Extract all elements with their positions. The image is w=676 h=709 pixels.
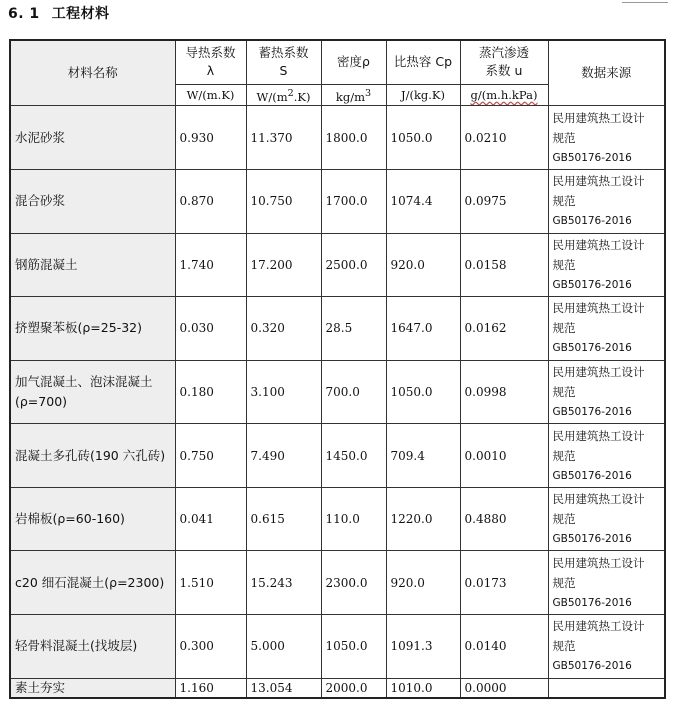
material-name: 岩棉板(ρ=60-160)	[10, 487, 175, 551]
unit-density-sup: 3	[365, 87, 372, 99]
conductivity-value: 0.870	[175, 169, 246, 233]
header-storage	[246, 40, 321, 84]
density-value: 110.0	[321, 487, 386, 551]
source-line-1: 民用建筑热工设计	[552, 174, 645, 189]
section-number: 6. 1	[8, 6, 40, 22]
density-value: 2500.0	[321, 233, 386, 297]
conductivity-value: 0.180	[175, 360, 246, 424]
source-cell	[548, 106, 665, 170]
vapor-value: 0.0998	[460, 360, 548, 424]
source-code: GB50176-2016	[552, 278, 632, 291]
table-row	[10, 106, 665, 170]
unit-storage-post: .K)	[293, 89, 311, 104]
header-storage-label: 蓄热系数	[258, 45, 309, 61]
header-heat-capacity: 比热容 Cp	[386, 40, 460, 84]
vapor-value: 0.0975	[460, 169, 548, 233]
source-line-2: 规范	[552, 512, 576, 527]
table-row	[10, 678, 665, 698]
conductivity-value: 0.030	[175, 297, 246, 361]
materials-table	[9, 39, 666, 699]
storage-value: 13.054	[246, 678, 321, 698]
source-line-2: 规范	[552, 385, 576, 399]
table-row	[10, 169, 665, 233]
conductivity-value: 0.750	[175, 424, 246, 488]
header-row	[10, 40, 665, 84]
source-line-2: 规范	[552, 194, 576, 209]
density-value: 1800.0	[321, 106, 386, 170]
storage-value: 0.320	[246, 297, 321, 361]
header-material-name: 材料名称	[10, 40, 175, 106]
header-vapor-label-2: 系数 u	[485, 63, 523, 79]
heat-capacity-value: 920.0	[386, 233, 460, 297]
section-title: 工程材料	[51, 6, 110, 22]
storage-value: 10.750	[246, 169, 321, 233]
unit-heat-capacity: J/(kg.K)	[386, 84, 460, 106]
vapor-value: 0.0140	[460, 615, 548, 679]
header-vapor	[460, 40, 548, 84]
heat-capacity-value: 920.0	[386, 551, 460, 615]
material-name: 加气混凝土、泡沫混凝土(ρ=700)	[10, 360, 175, 424]
source-code: GB50176-2016	[552, 342, 632, 355]
source-line-2: 规范	[552, 639, 576, 654]
unit-density	[321, 84, 386, 106]
storage-value: 3.100	[246, 360, 321, 424]
source-cell	[548, 615, 665, 679]
conductivity-value: 0.041	[175, 487, 246, 551]
header-density: 密度ρ	[321, 40, 386, 84]
source-code: GB50176-2016	[552, 533, 632, 546]
table-row	[10, 360, 665, 424]
heat-capacity-value: 709.4	[386, 424, 460, 488]
vapor-value: 0.0210	[460, 106, 548, 170]
storage-value: 0.615	[246, 487, 321, 551]
header-rule	[622, 2, 668, 3]
source-cell	[548, 297, 665, 361]
heat-capacity-value: 1647.0	[386, 297, 460, 361]
source-line-1: 民用建筑热工设计	[552, 301, 645, 316]
source-cell	[548, 551, 665, 615]
density-value: 2000.0	[321, 678, 386, 698]
source-code: GB50176-2016	[552, 469, 632, 482]
storage-value: 7.490	[246, 424, 321, 488]
density-value: 1050.0	[321, 615, 386, 679]
storage-value: 11.370	[246, 106, 321, 170]
unit-vapor-text: g/(m.h.kPa)	[470, 87, 538, 102]
header-conductivity-symbol: λ	[206, 63, 215, 79]
source-cell	[548, 487, 665, 551]
conductivity-value: 1.160	[175, 678, 246, 698]
source-line-1: 民用建筑热工设计	[552, 110, 645, 125]
conductivity-value: 1.510	[175, 551, 246, 615]
source-code: GB50176-2016	[552, 215, 632, 228]
source-line-1: 民用建筑热工设计	[552, 619, 645, 634]
source-cell	[548, 169, 665, 233]
density-value: 1700.0	[321, 169, 386, 233]
heat-capacity-value: 1010.0	[386, 678, 460, 698]
source-line-1: 民用建筑热工设计	[552, 365, 645, 379]
unit-storage-sup: 2	[287, 87, 294, 99]
material-name: 混凝土多孔砖(190 六孔砖)	[10, 424, 175, 488]
table-row	[10, 487, 665, 551]
source-cell	[548, 424, 665, 488]
vapor-value: 0.0010	[460, 424, 548, 488]
source-line-2: 规范	[552, 130, 576, 145]
section-heading	[8, 3, 110, 23]
unit-density-pre: kg/m	[335, 89, 365, 104]
unit-storage-pre: W/(m	[256, 89, 288, 104]
material-name: 钢筋混凝土	[10, 233, 175, 297]
density-value: 700.0	[321, 360, 386, 424]
material-name: 混合砂浆	[10, 169, 175, 233]
source-code: GB50176-2016	[552, 596, 632, 609]
unit-conductivity: W/(m.K)	[175, 84, 246, 106]
vapor-value: 0.0173	[460, 551, 548, 615]
source-line-1: 民用建筑热工设计	[552, 428, 645, 443]
table-row	[10, 233, 665, 297]
heat-capacity-value: 1220.0	[386, 487, 460, 551]
source-cell	[548, 678, 665, 698]
source-line-2: 规范	[552, 575, 576, 590]
source-line-2: 规范	[552, 321, 576, 336]
heat-capacity-value: 1074.4	[386, 169, 460, 233]
storage-value: 15.243	[246, 551, 321, 615]
source-line-2: 规范	[552, 257, 576, 272]
source-line-1: 民用建筑热工设计	[552, 492, 645, 507]
density-value: 1450.0	[321, 424, 386, 488]
source-line-1: 民用建筑热工设计	[552, 237, 645, 252]
unit-vapor	[460, 84, 548, 106]
material-name: 轻骨料混凝土(找坡层)	[10, 615, 175, 679]
material-name: 水泥砂浆	[10, 106, 175, 170]
conductivity-value: 1.740	[175, 233, 246, 297]
source-cell	[548, 233, 665, 297]
table-row	[10, 424, 665, 488]
table-row	[10, 615, 665, 679]
heat-capacity-value: 1050.0	[386, 106, 460, 170]
header-vapor-label: 蒸汽渗透	[478, 45, 529, 61]
source-code: GB50176-2016	[552, 151, 632, 164]
density-value: 2300.0	[321, 551, 386, 615]
storage-value: 17.200	[246, 233, 321, 297]
unit-storage	[246, 84, 321, 106]
header-storage-symbol: S	[279, 63, 288, 79]
heat-capacity-value: 1091.3	[386, 615, 460, 679]
conductivity-value: 0.930	[175, 106, 246, 170]
header-conductivity-label: 导热系数	[185, 45, 236, 61]
material-name: 挤塑聚苯板(ρ=25-32)	[10, 297, 175, 361]
vapor-value: 0.0000	[460, 678, 548, 698]
material-name: c20 细石混凝土(ρ=2300)	[10, 551, 175, 615]
header-conductivity	[175, 40, 246, 84]
source-cell	[548, 360, 665, 424]
source-code: GB50176-2016	[552, 406, 632, 418]
vapor-value: 0.0158	[460, 233, 548, 297]
density-value: 28.5	[321, 297, 386, 361]
table-row	[10, 297, 665, 361]
material-name: 素土夯实	[10, 678, 175, 698]
header-source: 数据来源	[548, 40, 665, 106]
vapor-value: 0.0162	[460, 297, 548, 361]
vapor-value: 0.4880	[460, 487, 548, 551]
table-row	[10, 551, 665, 615]
source-code: GB50176-2016	[552, 660, 632, 673]
storage-value: 5.000	[246, 615, 321, 679]
conductivity-value: 0.300	[175, 615, 246, 679]
heat-capacity-value: 1050.0	[386, 360, 460, 424]
source-line-1: 民用建筑热工设计	[552, 555, 645, 570]
source-line-2: 规范	[552, 448, 576, 463]
